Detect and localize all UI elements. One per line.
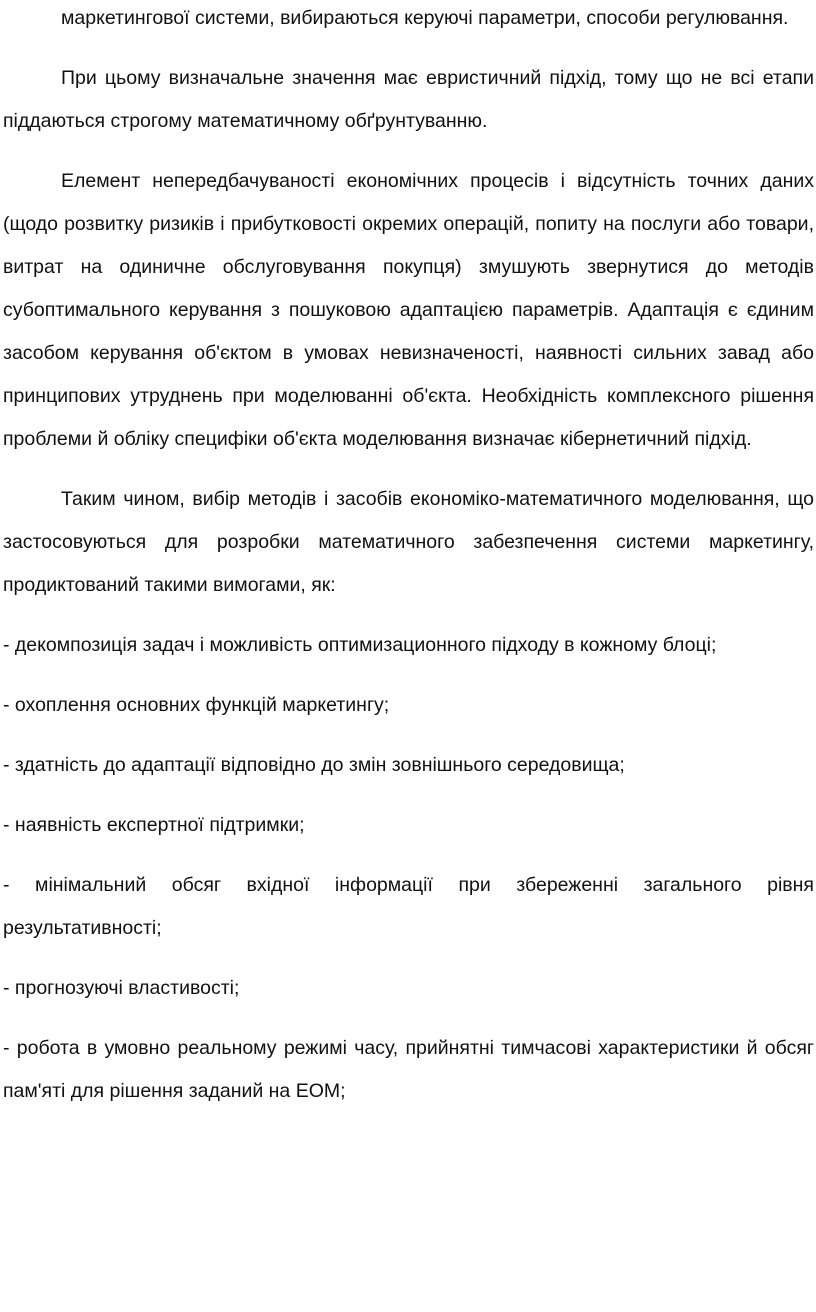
list-item [3,804,814,847]
list-marker: - [3,694,10,716]
list-item-text: мінімальний обсяг вхідної інформації при збереженні загального рівня результативності; [3,874,814,939]
list-item-text: робота в умовно реальному режимі часу, прийнятні тимчасові характеристики й обсяг пам'яті для рішення заданий на ЕОМ; [3,1037,814,1102]
list-item-text: здатність до адаптації відповідно до змін зовнішнього середовища; [14,754,625,776]
list-marker: - [3,814,10,836]
list-item [3,967,814,1010]
list-marker: - [3,1037,10,1059]
paragraph-adaptation: Елемент непередбачуваності економічних процесів і відсутність точних даних (щодо розвитку ризиків і прибутковості окремих операцій, попиту на послуги або товари, витрат на одиничне обслуговування покупця) змушують звернутися до методів субоптимального керування з пошуковою адаптацією параметрів. Адаптація є єдиним засобом керування об'єктом в умовах невизначеності, наявності сильних завад або принципових утруднень при моделюванні об'єкта. Необхідність комплексного рішення проблеми й обліку специфіки об'єкта моделювання визначає кібернетичний підхід. [3,170,814,450]
list-item-text: декомпозиція задач і можливість оптимизационного підходу в кожному блоці; [14,634,717,656]
list-item [3,624,814,667]
paragraph-continuation: маркетингової системи, вибираються керуючі параметри, способи регулювання. [61,7,789,29]
list-item-text: наявність експертної підтримки; [14,814,305,836]
list-marker: - [3,874,10,896]
list-item-text: охоплення основних функцій маркетингу; [14,694,390,716]
list-item [3,1027,814,1113]
list-marker: - [3,977,10,999]
list-item-text: прогнозуючі властивості; [14,977,240,999]
list-marker: - [3,634,10,656]
list-item [3,744,814,787]
list-item [3,864,814,950]
list-item [3,684,814,727]
paragraph-heuristic-approach: При цьому визначальне значення має евристичний підхід, тому що не всі етапи піддаються строгому математичному обґрунтуванню. [3,67,814,132]
paragraph-requirements-intro: Таким чином, вибір методів і засобів економіко-математичного моделювання, що застосовуються для розробки математичного забезпечення системи маркетингу, продиктований такими вимогами, як: [3,488,814,596]
list-marker: - [3,754,10,776]
